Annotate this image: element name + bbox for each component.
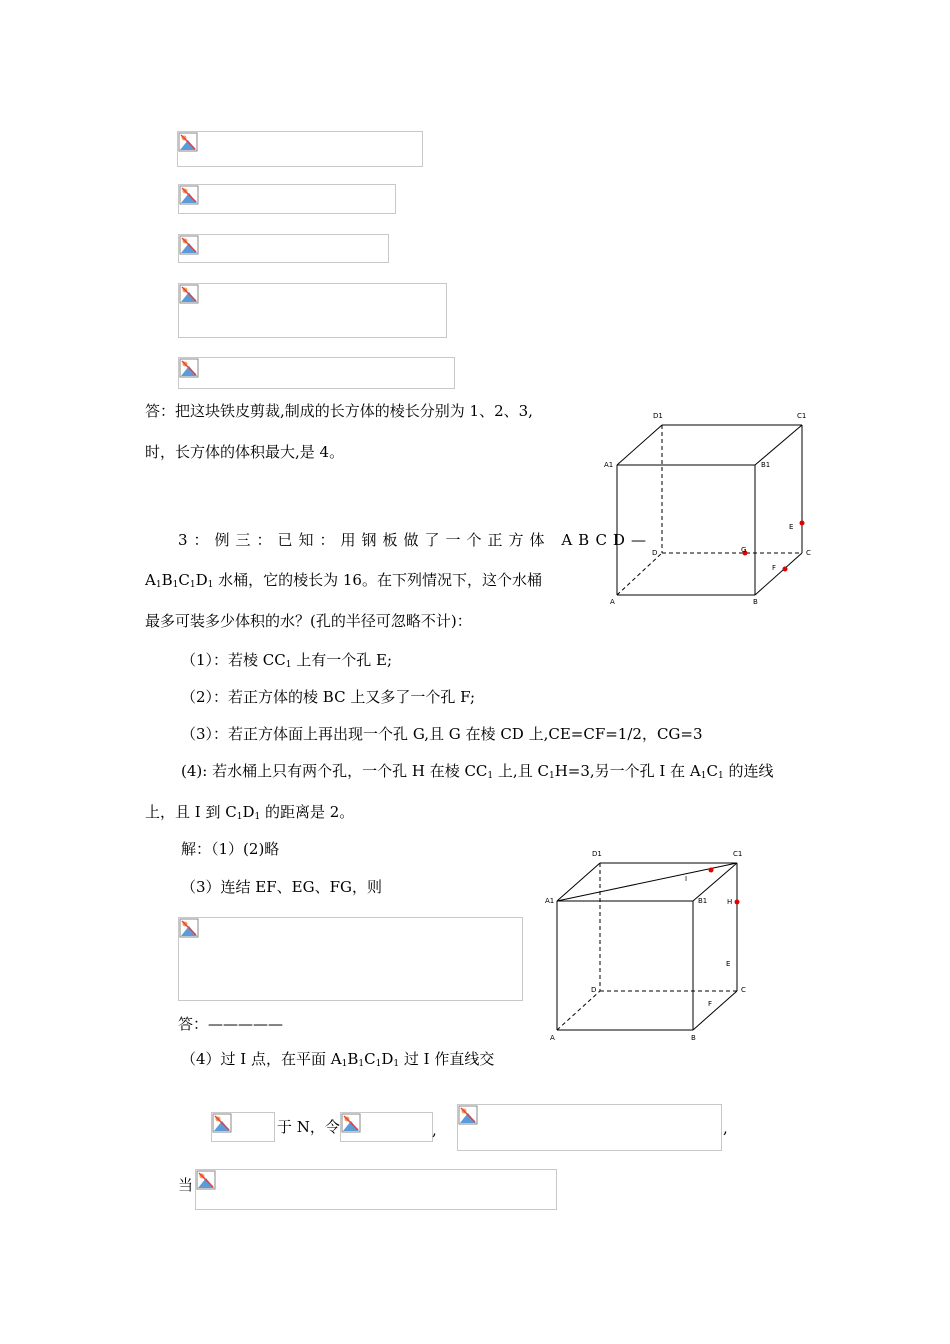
label-c: C bbox=[741, 986, 746, 994]
dang-text: 当 bbox=[178, 1176, 194, 1194]
label-d1: D1 bbox=[592, 850, 602, 858]
label-b1: B1 bbox=[761, 461, 771, 469]
formula-image-8 bbox=[340, 1112, 433, 1142]
label-a: A bbox=[610, 598, 615, 606]
answer-line-1: 答：把这块铁皮剪裁,制成的长方体的棱长分别为 1、2、3, bbox=[145, 402, 533, 420]
edge-b1c1 bbox=[693, 863, 737, 901]
broken-image-icon bbox=[179, 284, 199, 304]
example3-line-2: $A_1B_1C_1D_1$ 水桶，它的棱长为 16。在下列情况下，这个水桶 bbox=[145, 571, 542, 590]
solution-line-3: （3）连结 EF、EG、FG，则 bbox=[181, 878, 382, 896]
formula-image-6 bbox=[178, 917, 523, 1001]
label-c: C bbox=[806, 549, 811, 557]
label-e: E bbox=[789, 523, 794, 531]
cube-figure-1 bbox=[600, 405, 815, 610]
solution-line-4: （4）过 I 点，在平面 $A_1B_1C_1D_1$ 过 I 作直线交 bbox=[181, 1050, 495, 1069]
label-g: G bbox=[741, 546, 747, 554]
label-b: B bbox=[691, 1034, 696, 1042]
formula-image-1 bbox=[177, 131, 423, 167]
formula-image-2 bbox=[178, 184, 396, 214]
answer-line-2: 时，长方体的体积最大,是 4。 bbox=[145, 443, 345, 461]
solution-answer: 答：————— bbox=[178, 1015, 284, 1033]
broken-image-icon bbox=[179, 358, 199, 378]
question-4: (4): 若水桶上只有两个孔，一个孔 H 在棱 $CC_1$ 上,且 $C_1H=3$,另一个孔 I 在 $A_1C_1$ 的连线 bbox=[181, 762, 774, 781]
edge-b1c1 bbox=[755, 425, 802, 465]
formula-image-10 bbox=[195, 1169, 557, 1210]
hole-e bbox=[800, 521, 805, 526]
hole-i bbox=[709, 868, 714, 873]
cube-figure-2 bbox=[540, 843, 755, 1048]
label-a: A bbox=[550, 1034, 555, 1042]
broken-image-icon bbox=[458, 1105, 478, 1125]
edge-a1d1 bbox=[557, 863, 600, 901]
example3-line-3: 最多可装多少体积的水？(孔的半径可忽略不计)： bbox=[145, 612, 472, 630]
broken-image-icon bbox=[178, 132, 198, 152]
label-b: B bbox=[753, 598, 758, 606]
broken-image-icon bbox=[179, 918, 199, 938]
question-2: （2）：若正方体的棱 BC 上又多了一个孔 F; bbox=[181, 688, 476, 706]
question-1: （1）：若棱 $CC_1$ 上有一个孔 E; bbox=[181, 651, 393, 670]
label-c1: C1 bbox=[797, 412, 807, 420]
formula-image-5 bbox=[178, 357, 455, 389]
question-4-line-2: 上，且 I 到 $C_1D_1$ 的距离是 2。 bbox=[145, 803, 355, 822]
edge-a1d1 bbox=[617, 425, 662, 465]
example3-line-1: 3：例三：已知：用钢板做了一个正方体 ABCD— bbox=[178, 531, 652, 549]
label-e: E bbox=[726, 960, 731, 968]
edge-ad bbox=[557, 991, 600, 1030]
edge-bc bbox=[693, 991, 737, 1030]
formula-image-9 bbox=[457, 1104, 722, 1151]
broken-image-icon bbox=[212, 1113, 232, 1133]
label-f: F bbox=[708, 1000, 713, 1008]
label-d1: D1 bbox=[653, 412, 663, 420]
label-b1: B1 bbox=[698, 897, 708, 905]
label-f: F bbox=[772, 564, 777, 572]
hole-f bbox=[783, 567, 788, 572]
broken-image-icon bbox=[196, 1170, 216, 1190]
label-a1: A1 bbox=[545, 897, 555, 905]
formula-image-4 bbox=[178, 283, 447, 338]
formula-image-3 bbox=[178, 234, 389, 263]
broken-image-icon bbox=[341, 1113, 361, 1133]
label-c1: C1 bbox=[733, 850, 743, 858]
formula-image-7 bbox=[211, 1112, 275, 1142]
broken-image-icon bbox=[179, 235, 199, 255]
edge-ad bbox=[617, 553, 662, 595]
broken-image-icon bbox=[179, 185, 199, 205]
label-a1: A1 bbox=[604, 461, 614, 469]
label-h: H bbox=[727, 898, 733, 906]
edge-bc bbox=[755, 553, 802, 595]
label-d: D bbox=[591, 986, 597, 994]
solution-line-1: 解：（1）(2)略 bbox=[181, 840, 280, 858]
yu-n-text: 于 N，令 bbox=[277, 1118, 340, 1136]
comma-1: , bbox=[432, 1121, 437, 1139]
hole-h bbox=[735, 900, 740, 905]
label-d: D bbox=[652, 549, 658, 557]
question-3: （3）：若正方体面上再出现一个孔 G,且 G 在棱 CD 上,CE=CF=1/2，CG=3 bbox=[181, 725, 703, 743]
comma-2: , bbox=[723, 1119, 728, 1137]
label-i: I bbox=[685, 875, 688, 883]
